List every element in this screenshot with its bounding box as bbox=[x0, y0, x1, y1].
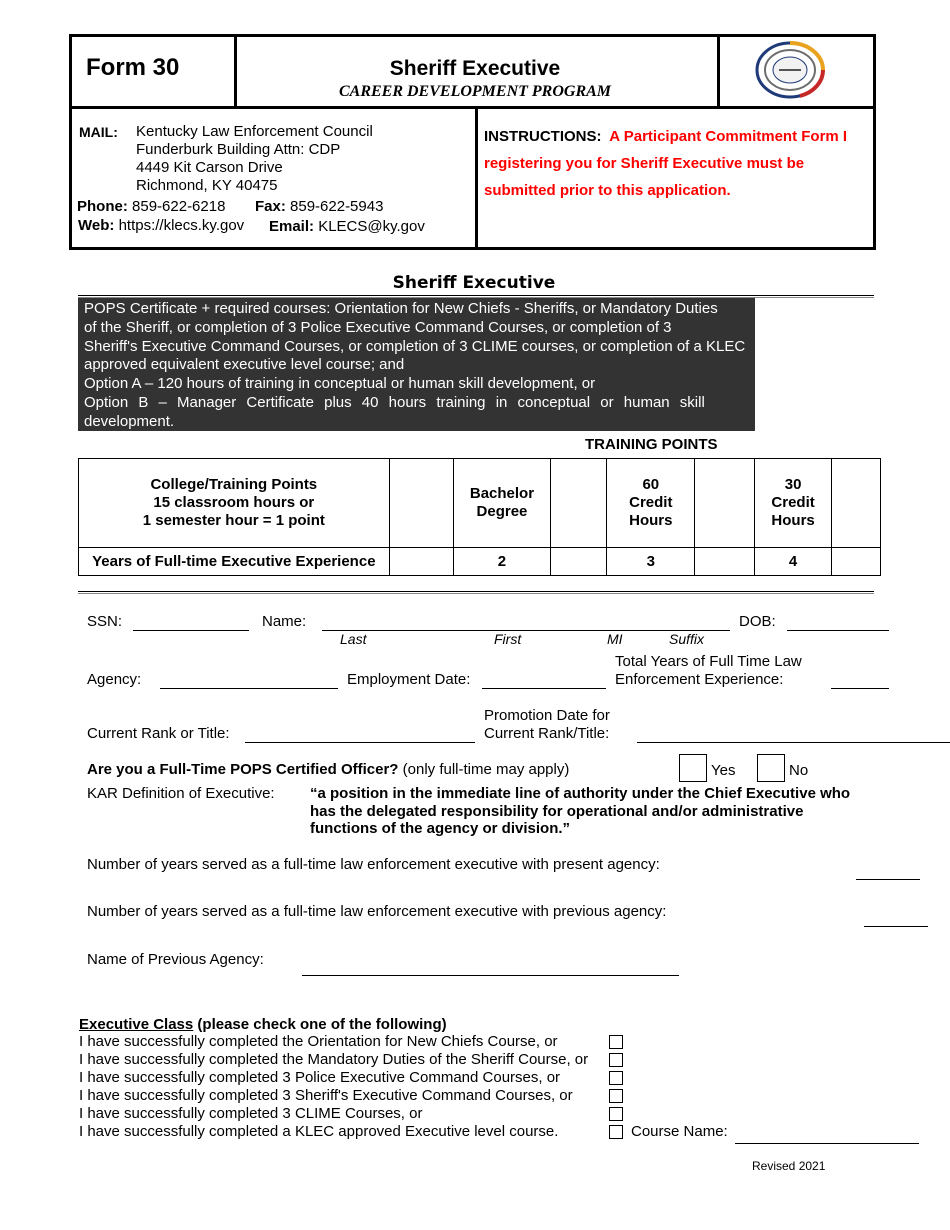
employment-date-field[interactable] bbox=[482, 688, 606, 689]
ssn-label: SSN: bbox=[87, 613, 123, 630]
table-cell: Years of Full-time Executive Experience bbox=[79, 548, 390, 576]
list-item: I have successfully completed the Mandatory Duties of the Sheriff Course, or bbox=[79, 1051, 589, 1068]
phone-row: Phone: 859-622-6218 bbox=[77, 198, 226, 215]
revised-note: Revised 2021 bbox=[752, 1159, 826, 1173]
table-cell bbox=[551, 548, 607, 576]
yes-checkbox[interactable] bbox=[679, 754, 707, 782]
course-name-field[interactable] bbox=[735, 1143, 919, 1144]
no-checkbox[interactable] bbox=[757, 754, 785, 782]
form-subtitle: CAREER DEVELOPMENT PROGRAM bbox=[338, 83, 612, 100]
employment-date-label: Employment Date: bbox=[347, 671, 471, 688]
table-cell bbox=[832, 459, 881, 548]
name-sub-suffix: Suffix bbox=[669, 631, 705, 647]
list-item: I have successfully completed a KLEC approved Executive level course. bbox=[79, 1123, 559, 1140]
klec-seal-icon bbox=[755, 41, 825, 99]
table-cell: 2 bbox=[453, 548, 551, 576]
prev-agency-label: Name of Previous Agency: bbox=[87, 951, 264, 968]
rank-label: Current Rank or Title: bbox=[87, 725, 230, 742]
web-row: Web: https://klecs.ky.gov bbox=[78, 217, 245, 234]
prev-agency-field[interactable] bbox=[302, 975, 679, 976]
dob-label: DOB: bbox=[739, 613, 776, 630]
training-points-table bbox=[78, 458, 881, 576]
exec-option-checkbox[interactable] bbox=[609, 1071, 623, 1085]
table-cell: Bachelor Degree bbox=[453, 459, 551, 548]
promotion-date-field[interactable] bbox=[637, 742, 950, 743]
table-row bbox=[79, 548, 881, 576]
mail-address: Kentucky Law Enforcement Council Funderburk Building Attn: CDP 4449 Kit Carson Drive Richmond, KY 40475 bbox=[136, 123, 373, 194]
exec-option-checkbox[interactable] bbox=[609, 1107, 623, 1121]
ssn-field[interactable] bbox=[133, 630, 249, 631]
agency-field[interactable] bbox=[160, 688, 338, 689]
table-cell bbox=[389, 459, 453, 548]
instructions: INSTRUCTIONS: A Participant Commitment Form I registering you for Sheriff Executive must be submitted prior to this application. bbox=[484, 128, 848, 199]
email-row: Email: KLECS@ky.gov bbox=[269, 218, 425, 235]
exec-option-checkbox[interactable] bbox=[609, 1035, 623, 1049]
table-cell bbox=[832, 548, 881, 576]
kar-definition: “a position in the immediate line of authority under the Chief Executive who has the delegated responsibility for operational and/or administrative functions of the agency or division.” bbox=[310, 785, 851, 837]
yes-label: Yes bbox=[711, 762, 736, 779]
years-previous-field[interactable] bbox=[864, 926, 928, 927]
table-cell bbox=[695, 548, 755, 576]
course-name-label: Course Name: bbox=[631, 1123, 728, 1140]
table-cell: 30 Credit Hours bbox=[755, 459, 832, 548]
table-cell: 3 bbox=[607, 548, 695, 576]
table-row bbox=[79, 459, 881, 548]
table-cell bbox=[695, 459, 755, 548]
name-label: Name: bbox=[262, 613, 307, 630]
total-years-field[interactable] bbox=[831, 688, 889, 689]
exec-class-options bbox=[79, 1033, 588, 1141]
rank-field[interactable] bbox=[245, 742, 475, 743]
requirements-box: POPS Certificate + required courses: Orientation for New Chiefs - Sheriffs, or Mandatory Duties of the Sheriff, or completion of 3 Police Executive Command Courses, or completion of 3 Sheriff's Executive Command Courses, or completion of 3 CLIME courses, or completion of a KLEC approved equivalent executive level course; and Option A – 120 hours of training in conceptual or human skill development, or Option B – Manager Certificate plus 40 hours training in conceptual or human skill development. bbox=[78, 298, 755, 431]
list-item: I have successfully completed 3 Sheriff's Executive Command Courses, or bbox=[79, 1087, 573, 1104]
exec-option-checkbox[interactable] bbox=[609, 1089, 623, 1103]
table-cell: 4 bbox=[755, 548, 832, 576]
table-cell bbox=[389, 548, 453, 576]
list-item: I have successfully completed the Orientation for New Chiefs Course, or bbox=[79, 1033, 558, 1050]
form-title: Sheriff Executive bbox=[389, 57, 561, 80]
no-label: No bbox=[789, 762, 809, 779]
exec-option-checkbox[interactable] bbox=[609, 1125, 623, 1139]
training-points-heading: TRAINING POINTS bbox=[585, 436, 718, 453]
agency-label: Agency: bbox=[87, 671, 142, 688]
section-rule bbox=[78, 591, 874, 594]
list-item: I have successfully completed 3 Police Executive Command Courses, or bbox=[79, 1069, 561, 1086]
years-previous-label: Number of years served as a full-time law enforcement executive with previous agency: bbox=[87, 903, 667, 920]
list-item: I have successfully completed 3 CLIME Courses, or bbox=[79, 1105, 423, 1122]
table-cell: 60 Credit Hours bbox=[607, 459, 695, 548]
exec-class-heading: Executive Class (please check one of the following) bbox=[79, 1016, 447, 1033]
years-present-label: Number of years served as a full-time law enforcement executive with present agency: bbox=[87, 856, 660, 873]
table-cell bbox=[551, 459, 607, 548]
name-sub-mi: MI bbox=[607, 631, 623, 647]
name-sub-first: First bbox=[494, 631, 522, 647]
requirements-heading: Sheriff Executive bbox=[392, 273, 556, 293]
name-sub-last: Last bbox=[340, 631, 367, 647]
years-present-field[interactable] bbox=[856, 879, 920, 880]
dob-field[interactable] bbox=[787, 630, 889, 631]
mail-label: MAIL: bbox=[79, 124, 118, 140]
form-number: Form 30 bbox=[86, 54, 180, 81]
fax-row: Fax: 859-622-5943 bbox=[255, 198, 384, 215]
exec-option-checkbox[interactable] bbox=[609, 1053, 623, 1067]
table-cell: College/Training Points 15 classroom hours or 1 semester hour = 1 point bbox=[79, 459, 390, 548]
pops-question: Are you a Full-Time POPS Certified Officer? (only full-time may apply) bbox=[87, 761, 570, 778]
promotion-date-label: Promotion Date for Current Rank/Title: bbox=[484, 707, 610, 742]
kar-label: KAR Definition of Executive: bbox=[87, 785, 275, 802]
total-years-label: Total Years of Full Time Law Enforcement Experience: bbox=[615, 653, 802, 688]
